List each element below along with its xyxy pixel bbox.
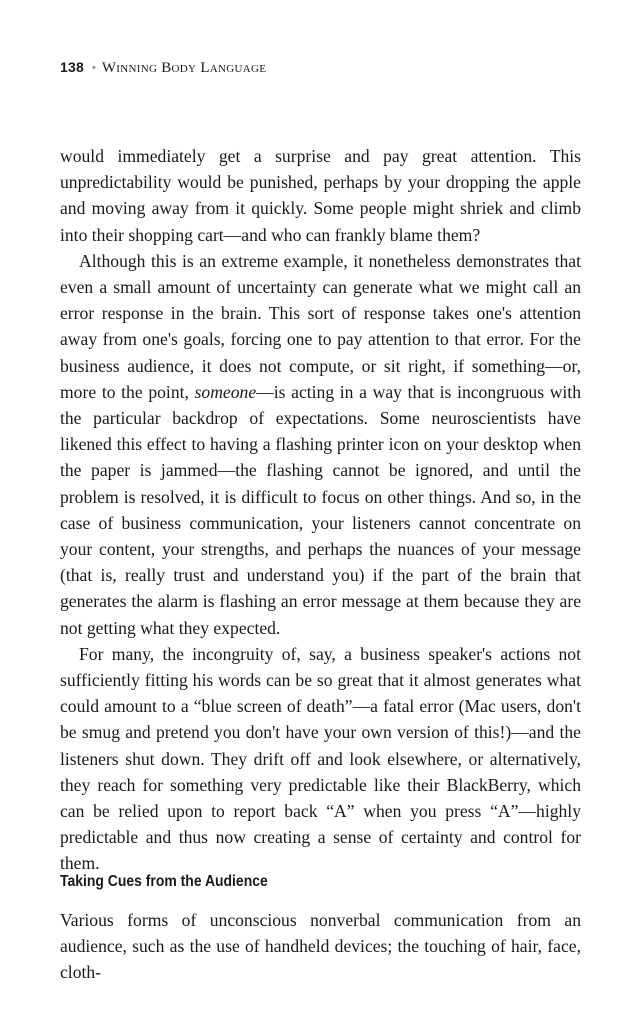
- book-title: Winning Body Language: [101, 60, 267, 76]
- paragraph-incongruity: [60, 641, 581, 877]
- paragraph-text: For many, the incongruity of, say, a business speaker's actions not sufficiently fitting his words can be so great that it almost generates what could amount to a “blue screen of death”—a fatal error (Mac users, don't be smug and pretend you don't have your own version of this!)—and the listeners shut down. They drift off and look elsewhere, or alternatively, they reach for something very predictable like their BlackBerry, which can be relied upon to report back “A” when you press “A”—highly predictable and thus now creating a sense of certainty and control for them.: [60, 643, 581, 874]
- paragraph-text: would immediately get a surprise and pay great attention. This unpredictability would be punished, perhaps by your dropping the apple and moving away from it quickly. Some people might shriek and climb into their shopping cart—and who can frankly blame them?: [60, 146, 581, 245]
- header-separator: •: [91, 62, 96, 74]
- running-head: [60, 58, 266, 78]
- page-number: 138: [60, 59, 84, 75]
- section-paragraph: Various forms of unconscious nonverbal communication from an audience, such as the use of handheld devices; the touching of hair, face, cloth-: [60, 910, 581, 983]
- section-body: [60, 907, 581, 986]
- body-text: [60, 143, 581, 877]
- paragraph-continued: [60, 143, 581, 248]
- paragraph-error-response: [60, 248, 581, 641]
- emphasized-word: someone: [194, 381, 257, 402]
- section-heading: Taking Cues from the Audience: [60, 873, 268, 890]
- paragraph-text: Although this is an extreme example, it nonetheless demonstrates that even a small amount of uncertainty can generate what we might call an error response in the brain. This sort of response takes one's attention away from one's goals, forcing one to pay attention to that error. For the business audience, it does not compute, or sit right, if something—or, more to the point,: [60, 250, 581, 402]
- paragraph-text-continued: —is acting in a way that is incongruous with the particular backdrop of expectations. Some neuroscientists have likened this effect to having a flashing printer icon on your desktop when the paper is jammed—the flashing cannot be ignored, and until the problem is resolved, it is difficult to focus on other things. And so, in the case of business communication, your listeners cannot concentrate on your content, your strengths, and perhaps the nuances of your message (that is, really trust and understand you) if the part of the brain that generates the alarm is flashing an error message at them because they are not getting what they expected.: [60, 381, 581, 638]
